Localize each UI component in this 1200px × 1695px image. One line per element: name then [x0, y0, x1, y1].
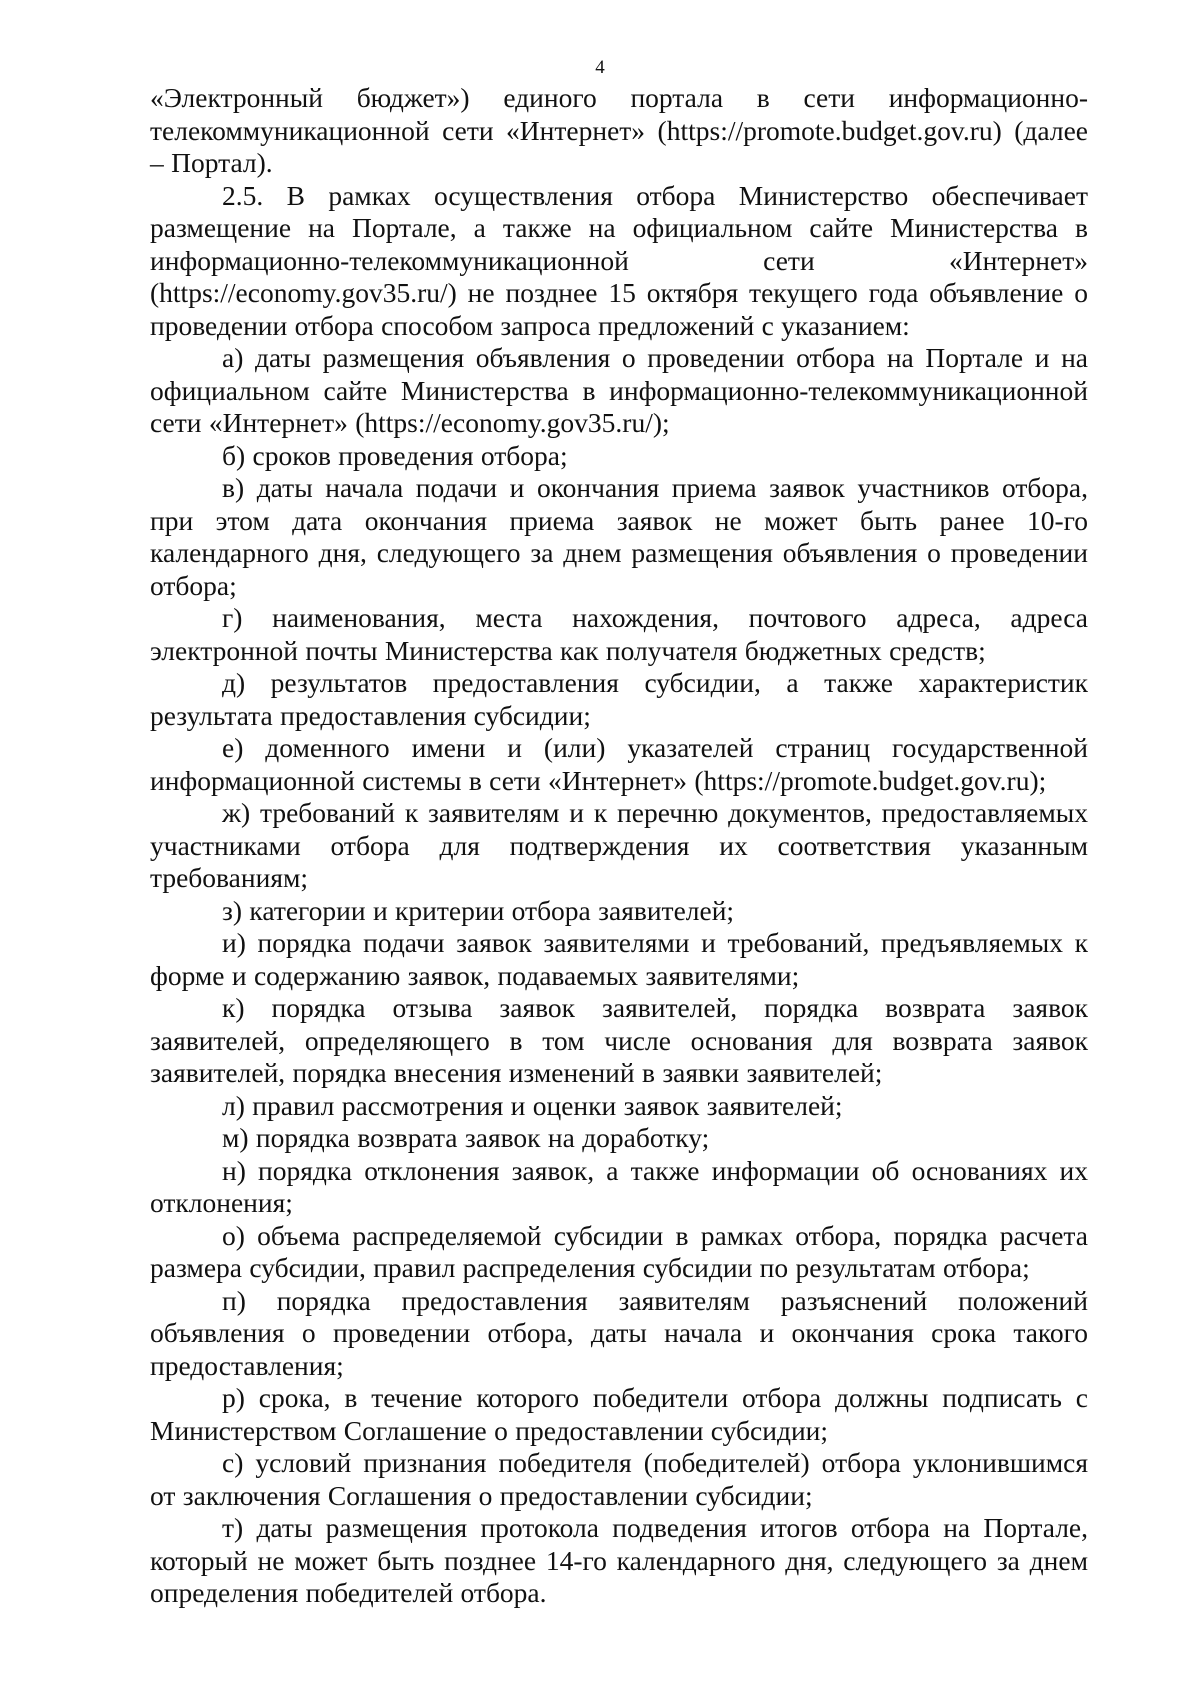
list-item-d: д) результатов предоставления субсидии, а также характеристик результата предоставления субсидии; — [150, 667, 1088, 731]
list-item-r: р) срока, в течение которого победители отбора должны подписать с Министерством Соглашение о предоставлении субсидии; — [150, 1382, 1088, 1446]
list-item-o: о) объема распределяемой субсидии в рамках отбора, порядка расчета размера субсидии, правил распределения субсидии по результатам отбора; — [150, 1219, 1088, 1283]
paragraph-2-5: 2.5. В рамках осуществления отбора Министерство обеспечивает размещение на Портале, а также на официальном сайте Министерства в информационно-телекоммуникационной сети «Интернет» (https://economy.gov35.ru/) не позднее 15 октября текущего года объявление о проведении отбора способом запроса предложений с указанием: — [150, 179, 1088, 341]
list-item-n: н) порядка отклонения заявок, а также информации об основаниях их отклонения; — [150, 1154, 1088, 1218]
list-item-s: с) условий признания победителя (победителей) отбора уклонившимся от заключения Соглашения о предоставлении субсидии; — [150, 1447, 1088, 1511]
list-item-l: л) правил рассмотрения и оценки заявок заявителей; — [222, 1089, 843, 1121]
list-item-zh: ж) требований к заявителям и к перечню документов, предоставляемых участниками отбора для подтверждения их соответствия указанным требованиям; — [150, 797, 1088, 893]
page-number: 4 — [595, 57, 605, 78]
continuation-paragraph: «Электронный бюджет») единого портала в сети информационно-телекоммуникационной сети «Интернет» (https://promote.budget.gov.ru) (далее – Портал). — [150, 82, 1088, 178]
list-item-m: м) порядка возврата заявок на доработку; — [222, 1122, 710, 1153]
list-item-i: и) порядка подачи заявок заявителями и требований, предъявляемых к форме и содержанию заявок, подаваемых заявителями; — [150, 927, 1088, 991]
list-item-g: г) наименования, места нахождения, почтового адреса, адреса электронной почты Министерства как получателя бюджетных средств; — [150, 602, 1088, 666]
list-item-t: т) даты размещения протокола подведения итогов отбора на Портале, который не может быть позднее 14-го календарного дня, следующего за днем определения победителей отбора. — [150, 1512, 1088, 1608]
list-item-e: е) доменного имени и (или) указателей страниц государственной информационной системы в сети «Интернет» (https://promote.budget.gov.ru); — [150, 732, 1088, 796]
document-body — [150, 82, 1088, 1610]
list-item-b: б) сроков проведения отбора; — [222, 439, 568, 471]
list-item-a: а) даты размещения объявления о проведении отбора на Портале и на официальном сайте Министерства в информационно-телекоммуникационной сети «Интернет» (https://economy.gov35.ru/); — [150, 342, 1088, 438]
list-item-z: з) категории и критерии отбора заявителей; — [222, 894, 735, 926]
list-item-v: в) даты начала подачи и окончания приема заявок участников отбора, при этом дата окончания приема заявок не может быть ранее 10-го календарного дня, следующего за днем размещения объявления о проведении отбора; — [150, 472, 1088, 601]
list-item-p: п) порядка предоставления заявителям разъяснений положений объявления о проведении отбора, даты начала и окончания срока такого предоставления; — [150, 1284, 1088, 1381]
list-item-k: к) порядка отзыва заявок заявителей, порядка возврата заявок заявителей, определяющего в том числе основания для возврата заявок заявителей, порядка внесения изменений в заявки заявителей; — [150, 992, 1088, 1088]
